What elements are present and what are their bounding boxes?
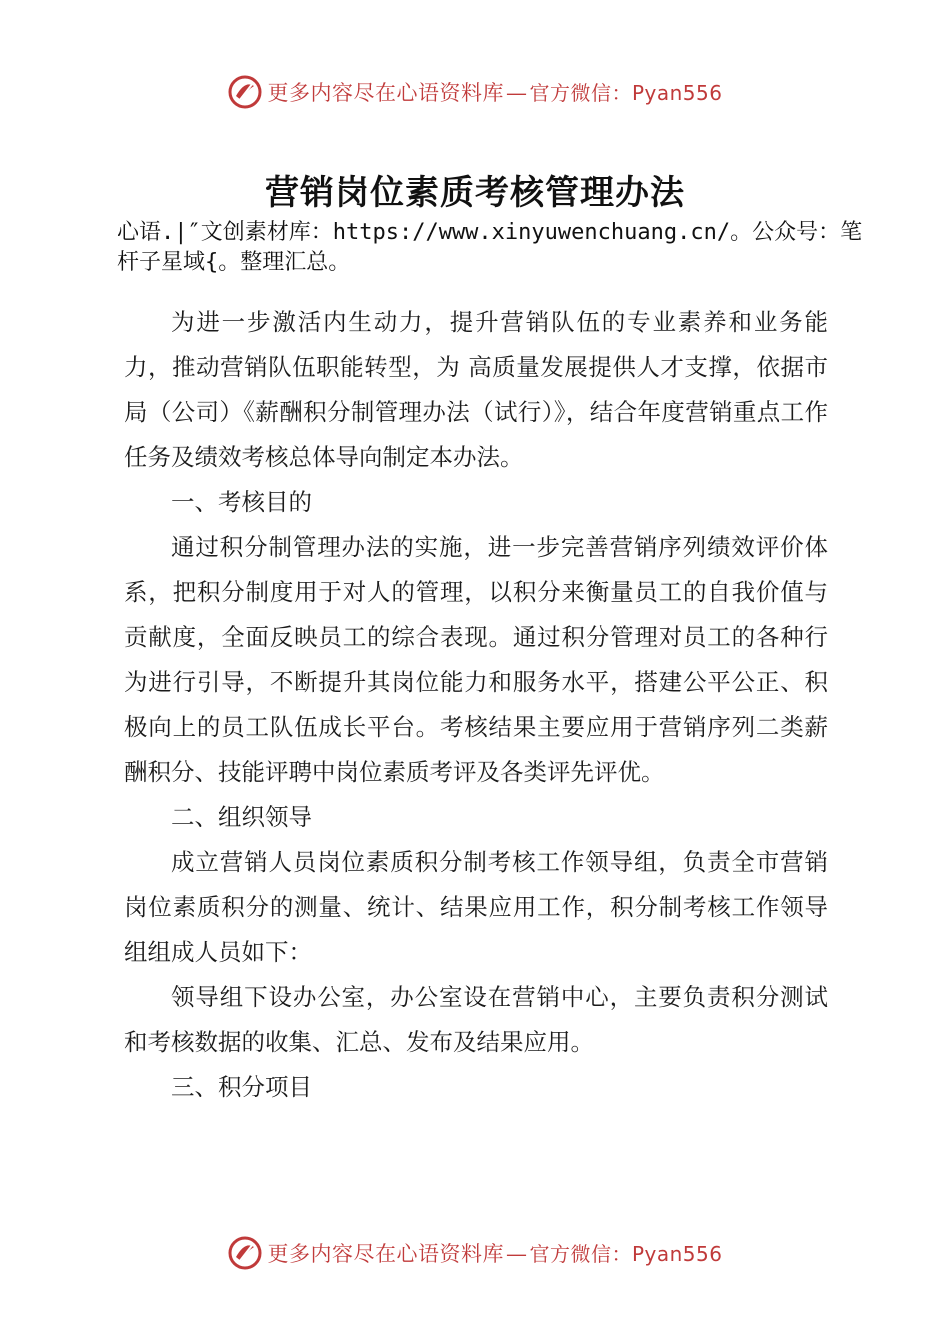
banner-text — [267, 77, 722, 107]
section-2-paragraph-1: 成立营销人员岗位素质积分制考核工作领导组，负责全市营销岗位素质积分的测量、统计、结果应用工作，积分制考核工作领导组组成人员如下： — [124, 848, 828, 966]
banner-wechat: 官方微信：Pyan556 — [529, 81, 723, 105]
banner-text — [267, 1238, 722, 1268]
section-heading-1: 一、考核目的 — [171, 488, 312, 516]
section-1-paragraph: 通过积分制管理办法的实施，进一步完善营销序列绩效评价体系，把积分制度用于对人的管理，以积分来衡量员工的自我价值与贡献度，全面反映员工的综合表现。通过积分管理对员工的各种行为进行引导，不断提升其岗位能力和服务水平，搭建公平公正、积极向上的员工队伍成长平台。考核结果主要应用于营销序列二类薪酬积分、技能评聘中岗位素质考评及各类评先评优。 — [124, 533, 828, 786]
source-note: 心语.|″文创素材库：https://www.xinyuwenchuang.cn/。公众号：笔杆子星域{。整理汇总。 — [117, 220, 863, 275]
banner-main-text: 更多内容尽在心语资料库 — [267, 81, 504, 105]
section-2-paragraph-2: 领导组下设办公室，办公室设在营销中心，主要负责积分测试和考核数据的收集、汇总、发布及结果应用。 — [124, 983, 828, 1056]
section-heading-2: 二、组织领导 — [171, 803, 312, 831]
section-heading-3: 三、积分项目 — [171, 1073, 312, 1101]
intro-paragraph: 为进一步激活内生动力，提升营销队伍的专业素养和业务能力，推动营销队伍职能转型，为 高质量发展提供人才支撑，依据市局（公司）《薪酬积分制管理办法（试行）》，结合年度营销重点工作任务及绩效考核总体导向制定本办法。 — [124, 308, 828, 471]
logo-icon — [227, 1235, 263, 1271]
header-banner — [0, 72, 950, 112]
logo-icon — [227, 74, 263, 110]
footer-banner — [0, 1233, 950, 1273]
banner-separator: — — [505, 1242, 528, 1266]
banner-separator: — — [505, 81, 528, 105]
banner-wechat: 官方微信：Pyan556 — [529, 1242, 723, 1266]
document-body — [124, 300, 828, 1110]
banner-main-text: 更多内容尽在心语资料库 — [267, 1242, 504, 1266]
page-title: 营销岗位素质考核管理办法 — [265, 173, 685, 213]
